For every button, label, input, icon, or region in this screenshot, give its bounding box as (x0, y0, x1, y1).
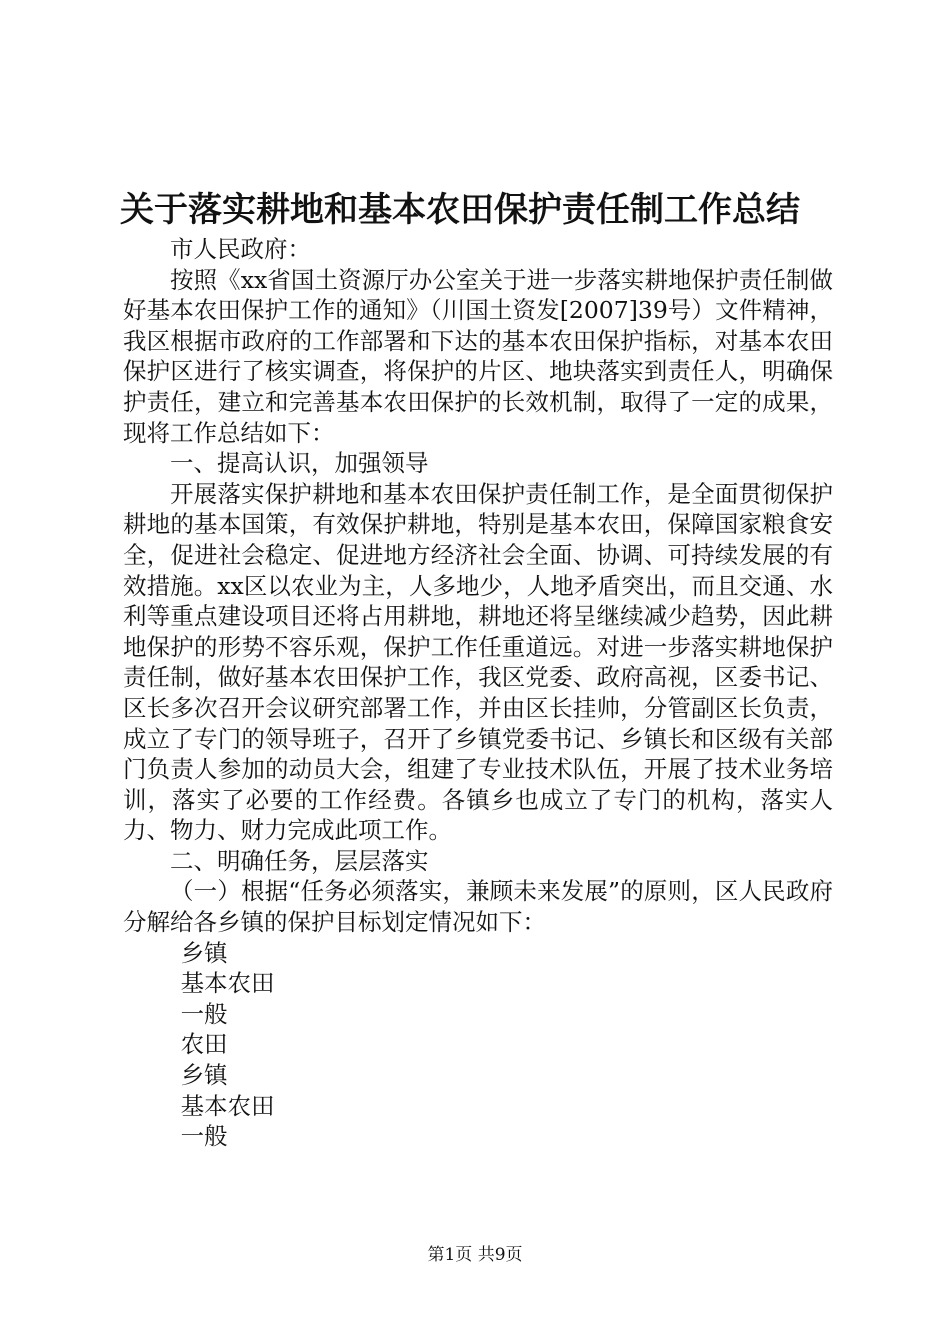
table-cell: 乡镇 (180, 938, 228, 967)
document-title: 关于落实耕地和基本农田保护责任制工作总结 (120, 190, 800, 230)
section-heading-2: 二、明确任务，层层落实 (170, 846, 429, 875)
table-cell: 乡镇 (180, 1061, 228, 1090)
paragraph-section-2: （一）根据“任务必须落实，兼顾未来发展”的原则，区人民政府分解给各乡镇的保护目标划定情况如下： (123, 877, 833, 937)
table-cell: 基本农田 (180, 969, 275, 998)
section-heading-1: 一、提高认识，加强领导 (170, 449, 429, 478)
table-cell: 农田 (180, 1030, 228, 1059)
document-body (123, 234, 833, 1152)
table-cell: 一般 (180, 999, 228, 1028)
table-cell: 基本农田 (180, 1091, 275, 1120)
table-cell: 一般 (180, 1122, 228, 1151)
paragraph-intro: 按照《xx省国土资源厅办公室关于进一步落实耕地保护责任制做好基本农田保护工作的通知》（川国土资发[2007]39号）文件精神，我区根据市政府的工作部署和下达的基本农田保护指标，对基本农田保护区进行了核实调查，将保护的片区、地块落实到责任人，明确保护责任，建立和完善基本农田保护的长效机制，取得了一定的成果，现将工作总结如下： (123, 265, 833, 447)
paragraph-section-1: 开展落实保护耕地和基本农田保护责任制工作，是全面贯彻保护耕地的基本国策，有效保护耕地，特别是基本农田，保障国家粮食安全，促进社会稳定、促进地方经济社会全面、协调、可持续发展的有效措施。xx区以农业为主，人多地少，人地矛盾突出，而且交通、水利等重点建设项目还将占用耕地，耕地还将呈继续减少趋势，因此耕地保护的形势不容乐观，保护工作任重道远。对进一步落实耕地保护责任制，做好基本农田保护工作，我区党委、政府高视，区委书记、区长多次召开会议研究部署工作，并由区长挂帅，分管副区长负责，成立了专门的领导班子，召开了乡镇党委书记、乡镇长和区级有关部门负责人参加的动员大会，组建了专业技术队伍，开展了技术业务培训，落实了必要的工作经费。各镇乡也成立了专门的机构，落实人力、物力、财力完成此项工作。 (123, 479, 833, 845)
page-number-footer: 第1页 共9页 (427, 1245, 523, 1265)
salutation: 市人民政府： (170, 235, 311, 263)
